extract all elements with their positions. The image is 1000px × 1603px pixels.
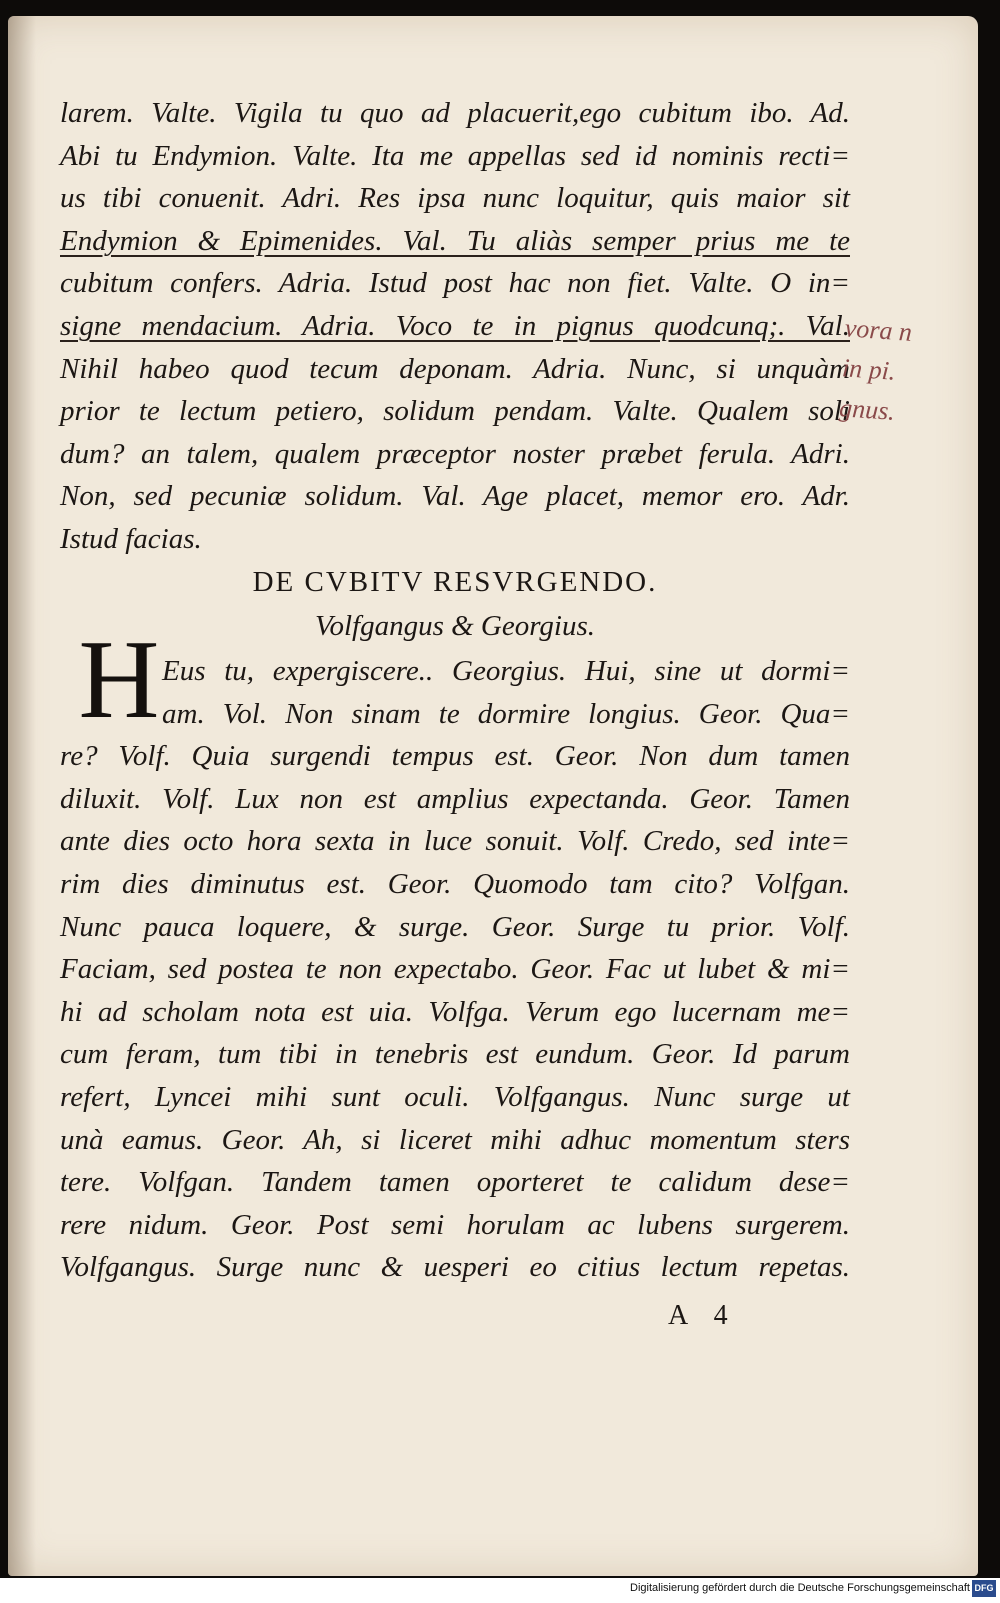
text-line: am. Vol. Non sinam te dormire longius. Geor. Qua= bbox=[162, 697, 850, 730]
section-subheading: Volfgangus & Georgius. bbox=[314, 610, 596, 642]
section-heading: DE CVBITV RESVRGENDO. bbox=[252, 566, 658, 598]
dialogue-text-block bbox=[60, 650, 850, 1289]
text-line: diluxit. Volf. Lux non est amplius expectanda. Geor. Tamen bbox=[60, 782, 850, 815]
text-line: dum? an talem, qualem præceptor noster præbet ferula. Adri. bbox=[60, 437, 850, 470]
text-line: us tibi conuenit. Adri. Res ipsa nunc loquitur, quis maior sit bbox=[60, 182, 850, 215]
text-line: ante dies octo hora sexta in luce sonuit. Volf. Credo, sed inte= bbox=[60, 825, 850, 858]
dfg-logo-icon: DFG bbox=[972, 1580, 996, 1597]
text-line: larem. Valte. Vigila tu quo ad placuerit,ego cubitum ibo. Ad. bbox=[60, 97, 850, 129]
text-line: unà eamus. Geor. Ah, si liceret mihi adhuc momentum sters bbox=[60, 1123, 850, 1156]
top-text-block bbox=[60, 92, 850, 561]
text-line: Non, sed pecuniæ solidum. Val. Age placet, memor ero. Adr. bbox=[60, 480, 850, 513]
text-line: Eus tu, expergiscere.. Georgius. Hui, sine ut dormi= bbox=[162, 655, 850, 687]
drop-capital: H bbox=[78, 618, 160, 742]
margin-note-line: in pi. bbox=[841, 353, 897, 386]
signature-mark: A 4 bbox=[668, 1300, 738, 1331]
text-line: hi ad scholam nota est uia. Volfga. Verum ego lucernam me= bbox=[60, 995, 850, 1028]
text-line: prior te lectum petiero, solidum pendam. Valte. Qualem soli bbox=[60, 395, 850, 428]
text-line: Nihil habeo quod tecum deponam. Adria. Nunc, si unquàm bbox=[60, 352, 850, 385]
handwritten-margin-note bbox=[838, 308, 956, 435]
text-line: cubitum confers. Adria. Istud post hac non fiet. Valte. O in= bbox=[60, 267, 850, 300]
margin-note-line: gnus. bbox=[838, 393, 896, 426]
text-line: rere nidum. Geor. Post semi horulam ac lubens surgerem. bbox=[60, 1208, 850, 1241]
text-line: re? Volf. Quia surgendi tempus est. Geor. Non dum tamen bbox=[60, 740, 850, 773]
margin-note-line: vora n bbox=[843, 313, 913, 347]
text-line: cum feram, tum tibi in tenebris est eundum. Geor. Id parum bbox=[60, 1038, 850, 1071]
text-line: Faciam, sed postea te non expectabo. Geor. Fac ut lubet & mi= bbox=[60, 953, 850, 986]
text-line: Volfgangus. Surge nunc & uesperi eo citius lectum repetas. bbox=[60, 1251, 850, 1284]
text-line: rim dies diminutus est. Geor. Quomodo tam cito? Volfgan. bbox=[60, 867, 850, 900]
text-line: Istud facias. bbox=[60, 522, 202, 555]
text-line: tere. Volfgan. Tandem tamen oporteret te calidum dese= bbox=[60, 1166, 850, 1199]
text-line-underlined: signe mendacium. Adria. Voco te in pignus quodcunq;. Val. bbox=[60, 309, 850, 342]
page-gutter-shadow bbox=[8, 16, 36, 1576]
text-line: refert, Lyncei mihi sunt oculi. Volfgangus. Nunc surge ut bbox=[60, 1080, 850, 1113]
text-line-underlined: Endymion & Epimenides. Val. Tu aliàs semper prius me te bbox=[60, 224, 850, 257]
funding-credit: Digitalisierung gefördert durch die Deutsche Forschungsgemeinschaft bbox=[630, 1582, 970, 1594]
text-line: Abi tu Endymion. Valte. Ita me appellas sed id nominis recti= bbox=[60, 139, 850, 172]
text-line: Nunc pauca loquere, & surge. Geor. Surge tu prior. Volf. bbox=[60, 910, 850, 943]
